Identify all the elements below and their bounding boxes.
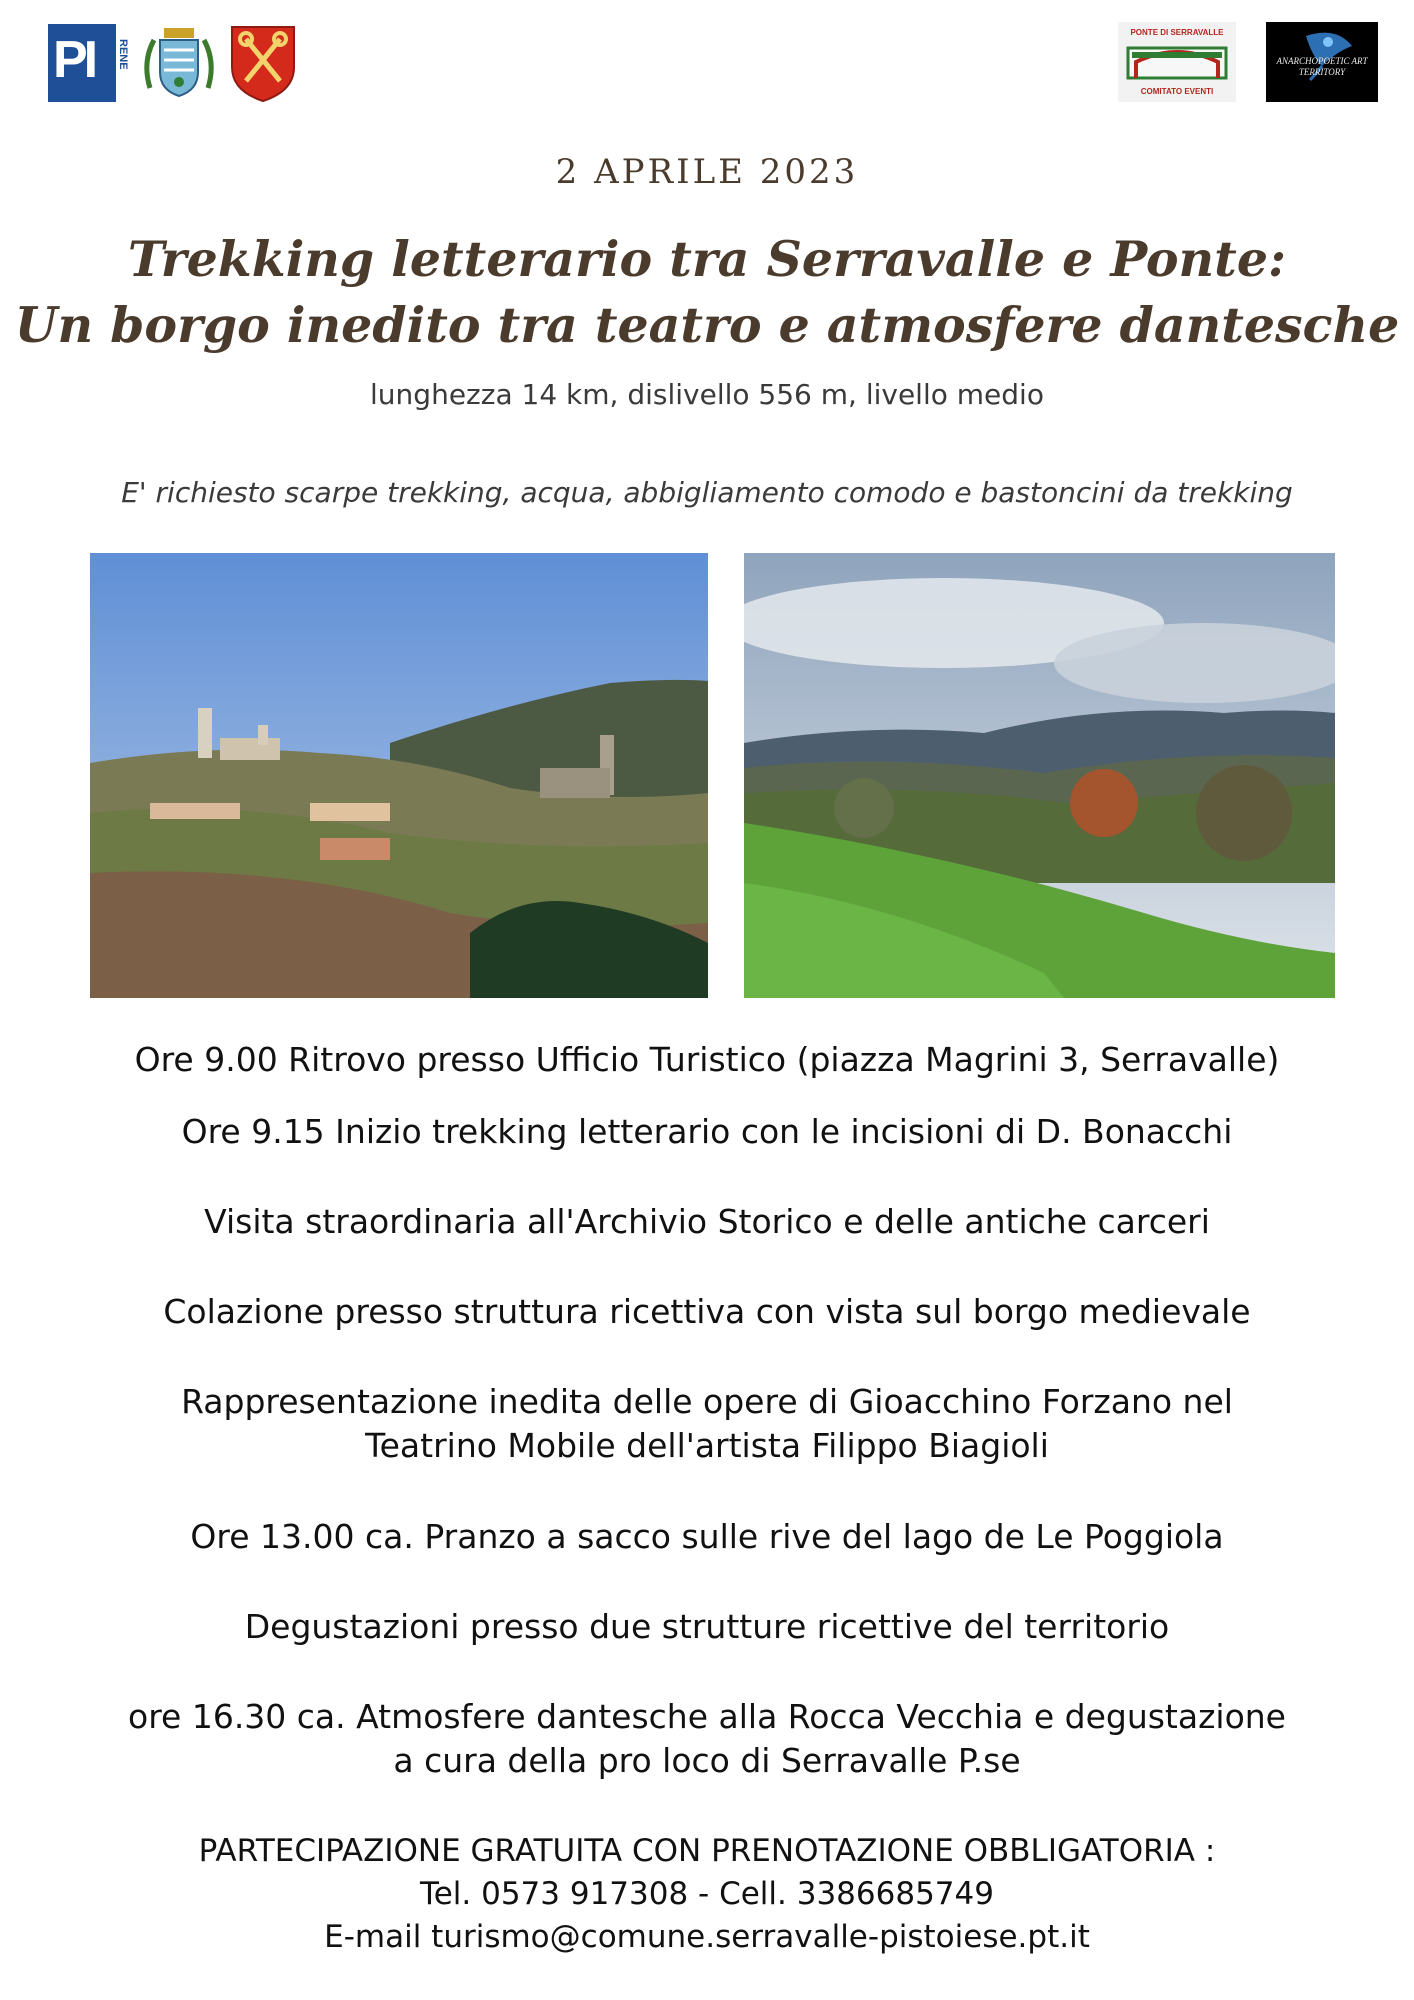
countryside-landscape-photo [744,553,1335,998]
event-title-line-2: Un borgo inedito tra teatro e atmosfere dantesche [14,296,1400,354]
keys-shield-icon [228,23,298,103]
pi-rene-side-text: RENE [117,39,129,70]
event-title [0,226,1414,358]
equipment-requirements: E' richiesto scarpe trekking, acqua, abbigliamento comodo e bastoncini da trekking [121,476,1293,509]
event-date: 2 APRILE 2023 [555,152,859,192]
schedule-item: ore 16.30 ca. Atmosfere dantesche alla Rocca Vecchia e degustazione a cura della pro loco di Serravalle P.se [128,1697,1286,1780]
art-territory-logo [1266,22,1378,102]
schedule-item: Ore 9.00 Ritrovo presso Ufficio Turistico (piazza Magrini 3, Serravalle) [134,1040,1280,1079]
partner-logos-left [48,22,298,104]
event-title-line-1: Trekking letterario tra Serravalle e Ponte: [127,230,1287,288]
ponte-logo-top-text: PONTE DI SERRAVALLE [1130,28,1224,37]
pi-rene-letters: PI [53,31,95,89]
contact-email: E-mail turismo@comune.serravalle-pistoiese.pt.it [324,1919,1090,1955]
ponte-di-serravalle-logo [1118,22,1236,102]
serravalle-village-photo [90,553,708,998]
schedule-item: Colazione presso struttura ricettiva con vista sul borgo medievale [163,1292,1251,1331]
schedule-item: Visita straordinaria all'Archivio Storico e delle antiche carceri [204,1202,1210,1241]
schedule-item: Degustazioni presso due strutture ricettive del territorio [244,1607,1170,1646]
partner-logos-right [1118,22,1378,102]
ponte-logo-bottom-text: COMITATO EVENTI [1140,87,1214,96]
schedule-item: Rappresentazione inedita delle opere di Gioacchino Forzano nel Teatrino Mobile dell'artista Filippo Biagioli [181,1382,1233,1465]
booking-notice: PARTECIPAZIONE GRATUITA CON PRENOTAZIONE OBBLIGATORIA : [198,1833,1216,1869]
pi-rene-logo [48,24,130,102]
contact-phones: Tel. 0573 917308 - Cell. 3386685749 [420,1876,994,1912]
route-specs: lunghezza 14 km, dislivello 556 m, livello medio [370,378,1044,411]
art-territory-logo-text: ANARCHOPOETIC ART TERRITORY [1276,56,1368,77]
municipal-crest-icon [140,22,218,104]
schedule-item: Ore 13.00 ca. Pranzo a sacco sulle rive del lago de Le Poggiola [190,1517,1224,1556]
schedule-item: Ore 9.15 Inizio trekking letterario con le incisioni di D. Bonacchi [181,1112,1233,1151]
